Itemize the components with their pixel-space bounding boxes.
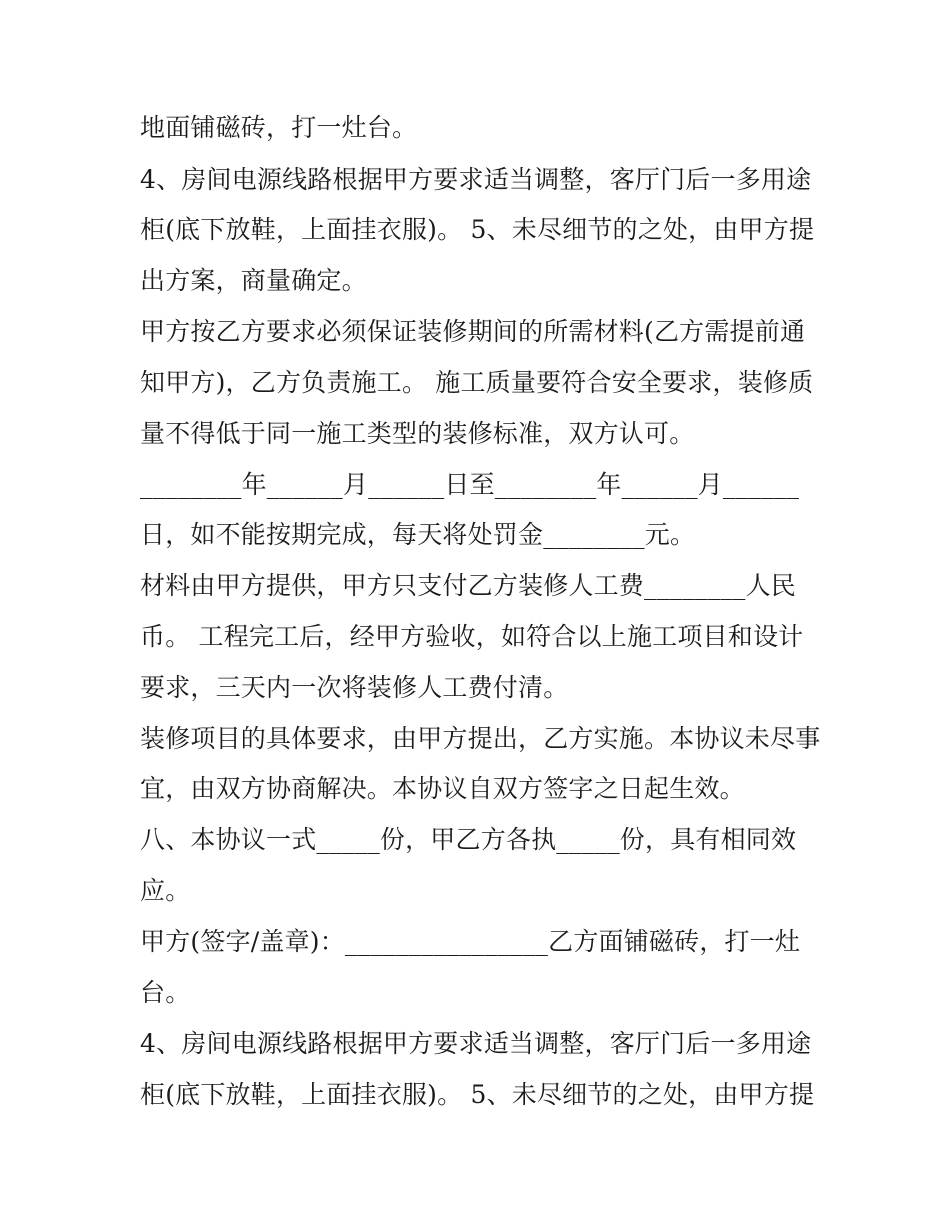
text-line: 八、本协议一式_____份，甲乙方各执_____份，具有相同效 (140, 825, 797, 854)
date-blank-line: ________年______月______日至________年______月______ (140, 470, 800, 499)
text-line: 日，如不能按期完成，每天将处罚金________元。 (140, 520, 696, 549)
text-line: 知甲方)，乙方负责施工。 施工质量要符合安全要求，装修质 (140, 368, 814, 397)
text-line: 地面铺磁砖，打一灶台。 (140, 113, 418, 142)
text-line: 柜(底下放鞋，上面挂衣服)。 5、未尽细节的之处，由甲方提 (140, 1080, 815, 1109)
text-line: 台。 (140, 978, 191, 1007)
text-line: 柜(底下放鞋，上面挂衣服)。 5、未尽细节的之处，由甲方提 (140, 215, 815, 244)
text-line: 材料由甲方提供，甲方只支付乙方装修人工费________人民 (140, 571, 797, 600)
text-line: 装修项目的具体要求，由甲方提出，乙方实施。本协议未尽事 (140, 724, 821, 753)
text-line: 量不得低于同一施工类型的装修标准，双方认可。 (140, 419, 695, 448)
signature-line: 甲方(签字/盖章)：________________乙方面铺磁砖，打一灶 (140, 927, 801, 956)
text-line: 宜，由双方协商解决。本协议自双方签字之日起生效。 (140, 774, 745, 803)
text-line: 币。 工程完工后，经甲方验收，如符合以上施工项目和设计 (140, 622, 804, 651)
text-line: 4、房间电源线路根据甲方要求适当调整，客厅门后一多用途 (140, 165, 812, 194)
text-line: 应。 (140, 876, 191, 905)
text-line: 甲方按乙方要求必须保证装修期间的所需材料(乙方需提前通 (140, 317, 806, 346)
text-line: 4、房间电源线路根据甲方要求适当调整，客厅门后一多用途 (140, 1029, 812, 1058)
text-line: 要求，三天内一次将装修人工费付清。 (140, 673, 569, 702)
text-line: 出方案，商量确定。 (140, 266, 367, 295)
